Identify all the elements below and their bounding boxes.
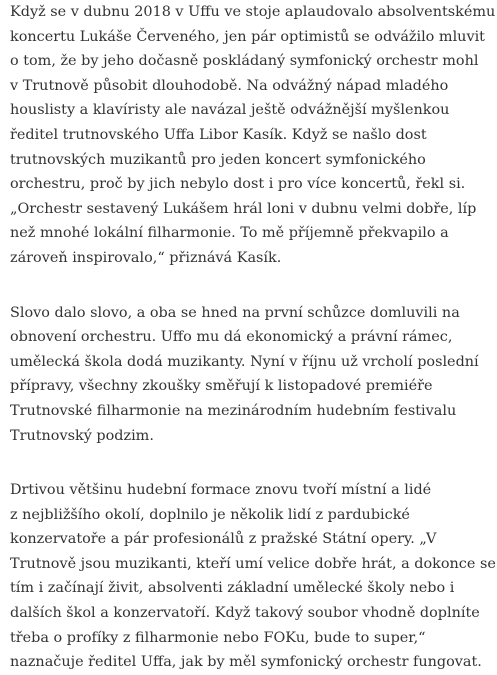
text-line: Trutnovský podzim.: [10, 427, 154, 444]
text-line: umělecká škola dodá muzikanty. Nyní v říjnu už vrcholí poslední: [10, 353, 479, 370]
text-line: „Orchestr sestavený Lukášem hrál loni v dubnu velmi dobře, líp: [10, 200, 477, 217]
text-line: Drtivou většinu hudební formace znovu tvoří místní a lidé: [10, 482, 432, 499]
paragraph-1: [10, 0, 496, 271]
text-line: o tom, že by jeho dočasně poskládaný symfonický orchestr mohl: [10, 53, 479, 70]
text-line: z nejbližšího okolí, doplnilo je několik lidí z pardubické: [10, 506, 410, 523]
text-line: trutnovských muzikantů pro jeden koncert symfonického: [10, 151, 426, 168]
text-line: zároveň inspirovalo,“ přiznává Kasík.: [10, 249, 282, 266]
paragraph-spacer: [10, 271, 490, 301]
text-line: konzervatoře a pár profesionálů z pražské Státní opery. „V: [10, 531, 437, 548]
text-line: orchestru, proč by jich nebylo dost i pro více koncertů, řekl si.: [10, 176, 466, 193]
text-line: ředitel trutnovského Uffa Libor Kasík. Když se našlo dost: [10, 126, 427, 143]
text-line: koncertu Lukáše Červeného, jen pár optimistů se odvážilo mluvit: [10, 28, 485, 45]
article-body: [10, 0, 496, 675]
text-line: Trutnovské filharmonie na mezinárodním hudebním festivalu: [10, 402, 457, 419]
text-line: v Trutnově působit dlouhodobě. Na odvážný nápad mladého: [10, 77, 449, 94]
paragraph-2: [10, 301, 490, 449]
text-line: dalších škol a konzervatoří. Když takový soubor vhodně doplníte: [10, 605, 480, 622]
text-line: naznačuje ředitel Uffa, jak by měl symfonický orchestr fungovat.: [10, 654, 482, 671]
text-line: houslisty a klavíristy ale navázal ještě odvážnější myšlenkou: [10, 102, 450, 119]
text-line: přípravy, všechny zkoušky směřují k listopadové premiéře: [10, 378, 433, 395]
paragraph-3: [10, 478, 496, 675]
text-line: třeba o profíky z filharmonie nebo FOKu, bude to super,“: [10, 629, 426, 646]
paragraph-spacer: [10, 448, 490, 478]
text-line: obnovení orchestru. Uffo mu dá ekonomický a právní rámec,: [10, 329, 453, 346]
text-line: než mnohé lokální filharmonie. To mě příjemně překvapilo a: [10, 225, 449, 242]
text-line: tím i začínají živit, absolventi základní umělecké školy nebo i: [10, 580, 455, 597]
text-line: Slovo dalo slovo, a oba se hned na první schůzce domluvili na: [10, 304, 460, 321]
text-line: Trutnově jsou muzikanti, kteří umí velice dobře hrát, a dokonce se: [10, 555, 496, 572]
text-line: Když se v dubnu 2018 v Uffu ve stoje aplaudovalo absolventskému: [10, 4, 496, 20]
